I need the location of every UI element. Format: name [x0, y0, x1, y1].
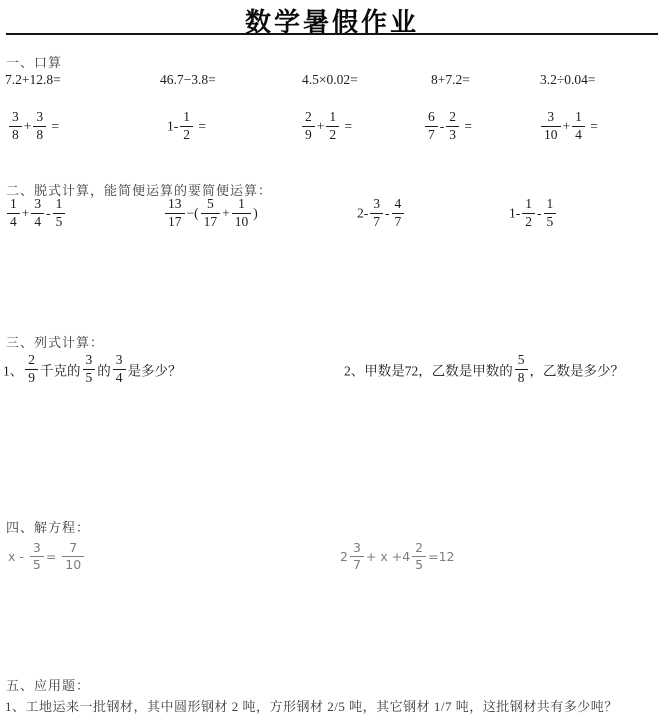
fraction: $\frac{3}{5}$ — [83, 353, 96, 386]
math-expression: 2- $\frac{3}{7}$ - $\frac{4}{7}$ — [357, 197, 406, 230]
fraction: $\frac{2}{9}$ — [302, 110, 315, 143]
section-heading-word-problems: 五、应用题： — [6, 678, 91, 693]
fraction: $\frac{13}{17}$ — [165, 197, 185, 230]
math-expression: 1- $\frac{1}{2}$ = — [167, 109, 206, 142]
math-expression: $\frac{6}{7}$ - $\frac{2}{3}$ = — [423, 110, 472, 143]
section-heading-equations: 四、解方程： — [6, 520, 91, 535]
fraction: $\frac{1}{5}$ — [53, 197, 66, 230]
equation: 2 $\frac{3}{7}$ + x +4 $\frac{2}{5}$ =12 — [340, 540, 455, 572]
word-problem-expression: 2、甲数是72，乙数是甲数的 $\frac{5}{8}$ ，乙数是多少？ — [344, 352, 624, 385]
fraction: $\frac{1}{2}$ — [180, 110, 193, 143]
fraction: $\frac{3}{10}$ — [541, 110, 561, 143]
fraction: $\frac{7}{10}$ — [62, 541, 84, 572]
fraction: $\frac{3}{5}$ — [30, 541, 44, 572]
section-heading-stepwise: 二、脱式计算，能简便运算的要简便运算： — [6, 183, 273, 198]
fraction: $\frac{1}{4}$ — [7, 197, 20, 230]
fraction: $\frac{3}{7}$ — [370, 197, 383, 230]
fraction: $\frac{1}{4}$ — [572, 110, 585, 143]
equation: x - $\frac{3}{5}$ = $\frac{7}{10}$ — [8, 541, 86, 572]
fraction: $\frac{1}{5}$ — [544, 197, 557, 230]
fraction: $\frac{2}{5}$ — [412, 541, 426, 572]
fraction: $\frac{1}{2}$ — [522, 197, 535, 230]
fraction: $\frac{3}{4}$ — [113, 353, 126, 386]
fraction: $\frac{2}{9}$ — [25, 353, 38, 386]
word-problem-expression: 1、 $\frac{2}{9}$ 千克的 $\frac{3}{5}$ 的 $\frac{3}{4}$ 是多少？ — [3, 352, 182, 385]
math-expression: $\frac{1}{4}$ + $\frac{3}{4}$ - $\frac{1}{5}$ — [5, 197, 67, 230]
math-expression: 46.7−3.8= — [160, 72, 216, 87]
word-problem: 1、工地运来一批钢材，其中圆形钢材 2 吨，方形钢材 2/5 吨，其它钢材 1/7 吨，这批钢材共有多少吨？ — [5, 699, 618, 714]
math-expression: $\frac{13}{17}$ −( $\frac{5}{17}$ + $\frac{1}{10}$ ) — [163, 197, 258, 230]
math-expression: 8+7.2= — [431, 72, 470, 87]
fraction: $\frac{4}{7}$ — [392, 197, 405, 230]
fraction: $\frac{3}{8}$ — [9, 110, 22, 143]
fraction: $\frac{5}{17}$ — [201, 197, 221, 230]
fraction: $\frac{6}{7}$ — [425, 110, 438, 143]
math-expression: $\frac{3}{8}$ + $\frac{3}{8}$ = — [7, 110, 59, 143]
fraction: $\frac{3}{4}$ — [31, 197, 44, 230]
fraction: $\frac{2}{3}$ — [446, 110, 459, 143]
fraction: $\frac{3}{8}$ — [33, 110, 46, 143]
fraction: $\frac{1}{2}$ — [326, 110, 339, 143]
fraction: $\frac{5}{8}$ — [515, 353, 528, 386]
math-expression: $\frac{2}{9}$ + $\frac{1}{2}$ = — [300, 110, 352, 143]
math-expression: $\frac{3}{10}$ + $\frac{1}{4}$ = — [539, 110, 598, 143]
section-heading-oral: 一、口算 — [6, 55, 63, 70]
fraction: $\frac{3}{7}$ — [350, 541, 364, 572]
math-expression: 7.2+12.8= — [5, 72, 61, 87]
fraction: $\frac{1}{10}$ — [232, 197, 252, 230]
section-heading-expressions: 三、列式计算： — [6, 335, 105, 350]
page-title: 数学暑假作业 — [244, 7, 419, 37]
title-divider — [6, 33, 658, 35]
math-expression: 3.2÷0.04= — [540, 72, 596, 87]
math-expression: 4.5×0.02= — [302, 72, 358, 87]
math-expression: 1- $\frac{1}{2}$ - $\frac{1}{5}$ — [509, 197, 558, 230]
